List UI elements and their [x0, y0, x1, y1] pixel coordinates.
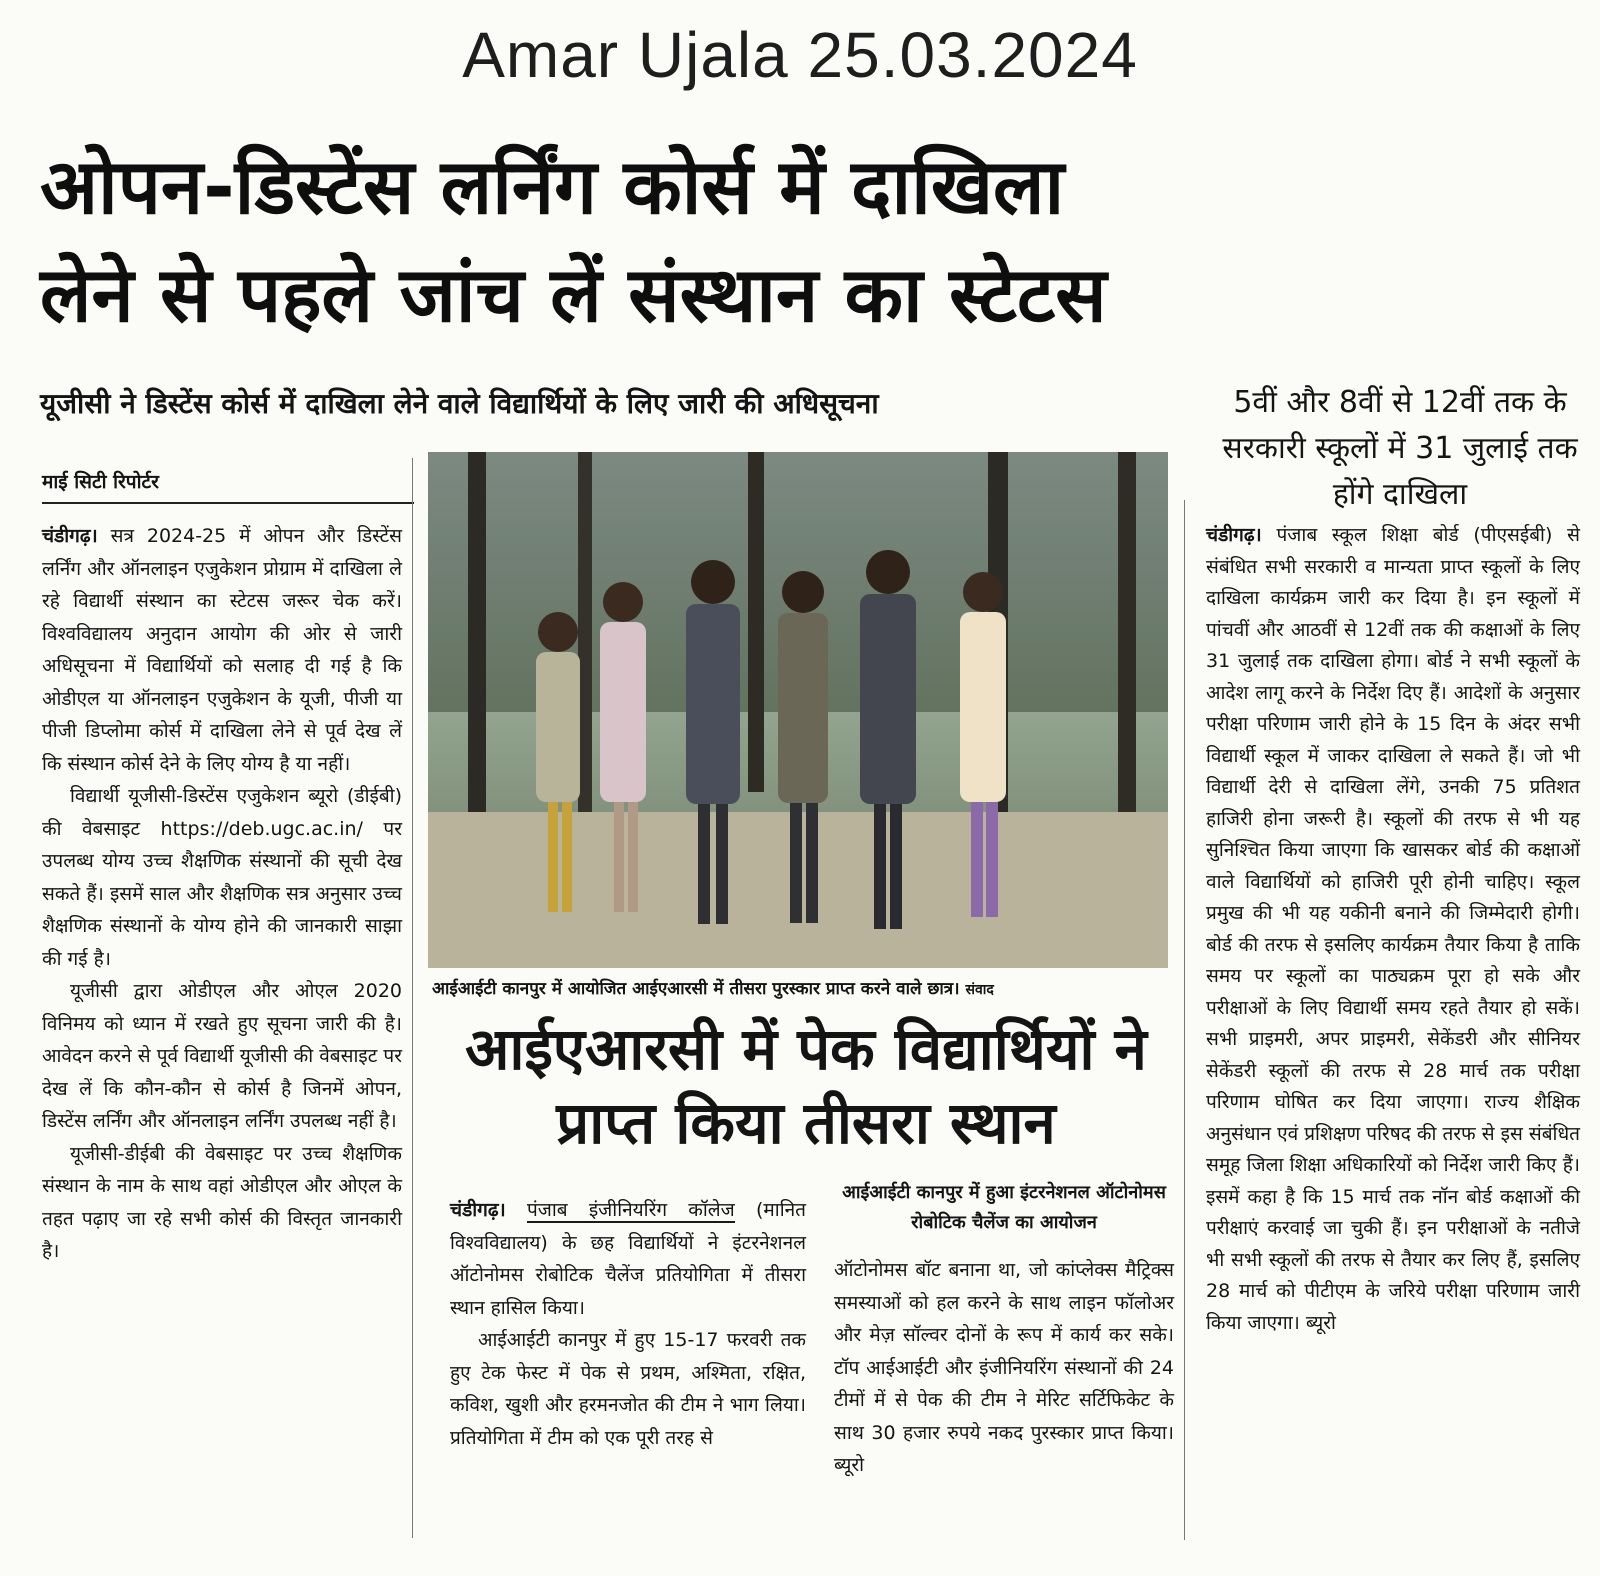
institution-name: पंजाब इंजीनियरिंग कॉलेज	[526, 1199, 735, 1221]
lead-paragraph	[42, 520, 402, 780]
column-divider	[1184, 500, 1185, 1540]
lead-paragraph: विद्यार्थी यूजीसी-डिस्टेंस एजुकेशन ब्यूरो (डीईबी) की वेबसाइट https://deb.ugc.ac.in/ पर उपलब्ध योग्य उच्च शैक्षणिक संस्थानों की सूची देख सकते हैं। इसमें साल और शैक्षणिक सत्र अनुसार उच्च शैक्षणिक संस्थानों के योग्य होने की जानकारी साझा की गई है।	[42, 785, 402, 970]
side-article-body	[1206, 520, 1580, 1339]
second-article-paragraph: आईआईटी कानपुर में हुए 15-17 फरवरी तक हुए टेक फेस्ट में पेक से प्रथम, अश्मिता, रक्षित, कविश, खुशी और हरमनजोत की टीम ने भाग लिया। प्रतियोगिता में टीम को एक पूरी तरह से	[450, 1329, 806, 1449]
dateline: चंडीगढ़।	[42, 525, 98, 547]
lead-paragraph: यूजीसी-डीईबी की वेबसाइट पर उच्च शैक्षणिक संस्थान के नाम के साथ वहां ओडीएल और ओएल के तहत पढ़ाए जा रहे सभी कोर्स की विस्तृत जानकारी है।	[42, 1142, 402, 1262]
side-article-text: पंजाब स्कूल शिक्षा बोर्ड (पीएसईबी) से संबंधित सभी सरकारी व मान्यता प्राप्त स्कूलों के लिए दाखिला कार्यक्रम जारी कर दिया है। इन स्कूलों में पांचवीं और आठवीं से 12वीं तक की कक्षाओं के लिए 31 जुलाई तक दाखिला होगा। बोर्ड ने सभी स्कूलों के आदेश लागू करने के निर्देश दिए हैं। आदेशों के अनुसार परीक्षा परिणाम जारी होने के 15 दिन के अंदर सभी विद्यार्थी स्कूल में जाकर दाखिला ले सकते हैं। जो भी विद्यार्थी देरी से दाखिला लेंगे, उनकी 75 प्रतिशत हाजिरी होना जरूरी है। स्कूलों की तरफ से भी यह सुनिश्चित किया जाएगा कि खासकर बोर्ड की कक्षाओं वाले विद्यार्थियों को हाजिरी पूरी होनी चाहिए। स्कूल प्रमुख की भी यह यकीनी बनाने की जिम्मेदारी होगी। बोर्ड की तरफ से इसलिए कार्यक्रम तैयार किया है ताकि समय पर स्कूलों का पाठ्यक्रम पूरा हो सके और परीक्षाओं के लिए विद्यार्थी समय रहते तैयार हो सकें। सभी प्राइमरी, अपर प्राइमरी, सेकेंडरी और सीनियर सेकेंडरी स्कूलों की तरफ से 28 मार्च तक परीक्षा परिणाम घोषित कर दिया जाएगा। राज्य शैक्षिक अनुसंधान एवं प्रशिक्षण परिषद की तरफ से इस संबंधित समूह जिला शिक्षा अधिकारियों को निर्देश जारी किए हैं। इसमें कहा है कि 15 मार्च तक नॉन बोर्ड कक्षाओं की परीक्षाएं करवाई जा चुकी हैं। इन परीक्षाओं के नतीजे भी सभी स्कूलों की तरफ से तैयार कर लिए हैं, इसलिए 28 मार्च को पीटीएम के जरिये परीक्षा परिणाम जारी किया जाएगा। ब्यूरो	[1206, 524, 1580, 1334]
lead-article-body	[42, 520, 402, 1268]
side-article-paragraph	[1206, 520, 1580, 1339]
photo-caption	[432, 976, 1162, 999]
news-photo	[428, 452, 1168, 968]
source-line: Amar Ujala 25.03.2024	[462, 19, 1138, 91]
second-article-kicker: आईआईटी कानपुर में हुआ इंटरनेशनल ऑटोनोमस रोबोटिक चैलेंज का आयोजन	[842, 1182, 1166, 1233]
photo-credit: संवाद	[965, 982, 994, 998]
byline-rule	[42, 502, 414, 504]
tree-trunk	[748, 452, 764, 792]
lead-subheadline: यूजीसी ने डिस्टेंस कोर्स में दाखिला लेने वाले विद्यार्थियों के लिए जारी की अधिसूचना	[40, 387, 879, 420]
column-divider	[412, 458, 413, 1538]
second-article-headline: आईएआरसी में पेक विद्यार्थियों ने प्राप्त किया तीसरा स्थान	[465, 1015, 1147, 1157]
lead-paragraph: यूजीसी द्वारा ओडीएल और ओएल 2020 विनिमय को ध्यान में रखते हुए सूचना जारी की है। आवेदन करने से पूर्व विद्यार्थी यूजीसी की वेबसाइट पर देख लें कि कौन-कौन से कोर्स है जिनमें ओपन, डिस्टेंस लर्निंग और ऑनलाइन लर्निंग उपलब्ध नहीं है।	[42, 980, 402, 1132]
second-article-paragraph: ऑटोनोमस बॉट बनाना था, जो कांप्लेक्स मैट्रिक्स समस्याओं को हल करने के साथ लाइन फॉलोअर और मेज़ सॉल्वर दोनों के रूप में कार्य कर सके। टॉप आईआईटी और इंजीनियरिंग संस्थानों की 24 टीमों में से पेक की टीम ने मेरिट सर्टिफिकेट के साथ 30 हजार रुपये नकद पुरस्कार प्राप्त किया। ब्यूरो	[834, 1259, 1174, 1476]
second-article-body-left	[450, 1194, 806, 1454]
photo-caption-text: आईआईटी कानपुर में आयोजित आईएआरसी में तीसरा पुरस्कार प्राप्त करने वाले छात्र।	[432, 979, 960, 999]
lead-headline-line2: लेने से पहले जांच लें संस्थान का स्टेटस	[40, 250, 1107, 339]
lead-paragraph-text: सत्र 2024-25 में ओपन और डिस्टेंस लर्निंग और ऑनलाइन एजुकेशन प्रोग्राम में दाखिला ले रहे विद्यार्थी संस्थान का स्टेटस जरूर चेक करें। विश्वविद्यालय अनुदान आयोग की ओर से जारी अधिसूचना में विद्यार्थियों को सलाह दी गई है कि ओडीएल या ऑनलाइन एजुकेशन के यूजी, पीजी या पीजी डिप्लोमा कोर्स में दाखिला लेने से पूर्व देख लें कि संस्थान कोर्स देने के लिए योग्य है या नहीं।	[42, 525, 402, 775]
side-article-headline: 5वीं और 8वीं से 12वीं तक के सरकारी स्कूलों में 31 जुलाई तक होंगे दाखिला	[1222, 385, 1578, 512]
tree-trunk	[578, 452, 592, 812]
lead-headline-line1: ओपन-डिस्टेंस लर्निंग कोर्स में दाखिला	[40, 142, 1065, 231]
byline: माई सिटी रिपोर्टर	[42, 471, 159, 493]
second-article-text: (मानित विश्वविद्यालय) के छह विद्यार्थियों ने इंटरनेशनल ऑटोनोमस रोबोटिक चैलेंज प्रतियोगिता में तीसरा स्थान हासिल किया।	[450, 1199, 806, 1319]
dateline: चंडीगढ़।	[450, 1199, 506, 1221]
second-article-paragraph	[450, 1194, 806, 1324]
second-article-body-right	[834, 1254, 1174, 1482]
tree-trunk	[468, 452, 486, 832]
dateline: चंडीगढ़।	[1206, 524, 1262, 546]
tree-trunk	[1118, 452, 1136, 812]
